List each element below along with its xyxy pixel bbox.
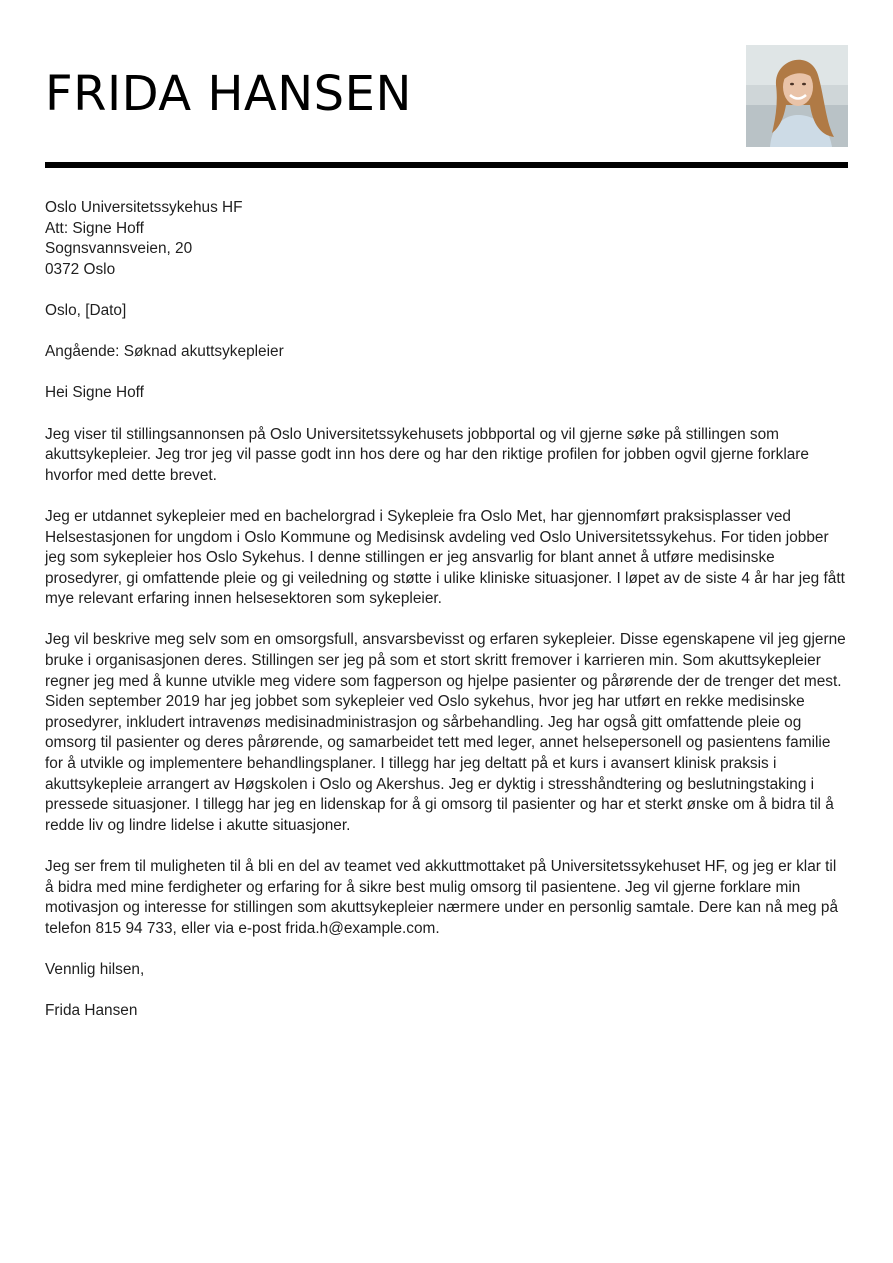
profile-photo — [746, 45, 848, 147]
header-divider — [45, 162, 848, 168]
letter-body — [45, 198, 849, 1042]
place-date: Oslo, [Dato] — [45, 301, 127, 319]
paragraph-intro: Jeg viser til stillingsannonsen på Oslo Universitetssykehusets jobbportal og vil gjerne søke på stillingen som akuttsykepleier. Jeg tror jeg vil passe godt inn hos dere og har den riktige profilen for jobben ogvil gjerne forklare hvorfor med dette brevet. — [45, 425, 809, 484]
signature: Frida Hansen — [45, 1002, 138, 1020]
paragraph-education: Jeg er utdannet sykepleier med en bachelorgrad i Sykepleie fra Oslo Met, har gjennomført praksisplasser ved Helsestasjonen for ungdom i Oslo Kommune og Medisinsk avdeling ved Oslo Universitetssykehus. For tiden jobber jeg som sykepleier hos Oslo Sykehus. I denne stillingen er jeg ansvarlig for blant annet å utføre medisinske prosedyrer, gi omfattende pleie og gi veiledning og støtte i ulike kliniske situasjoner. I løpet av de siste 4 år har jeg fått mye relevant erfaring innen helsesektoren som sykepleier. — [45, 507, 845, 608]
recipient-address — [45, 198, 849, 280]
portrait-image — [746, 45, 848, 147]
recipient-organization: Oslo Universitetssykehus HF — [45, 199, 243, 216]
subject-line: Angående: Søknad akuttsykepleier — [45, 343, 284, 361]
recipient-attention: Att: Signe Hoff — [45, 219, 144, 237]
applicant-name: FRIDA HANSEN — [45, 66, 412, 122]
recipient-postal: 0372 Oslo — [45, 260, 116, 278]
paragraph-experience: Jeg vil beskrive meg selv som en omsorgsfull, ansvarsbevisst og erfaren sykepleier. Disse egenskapene vil jeg gjerne bruke i organisasjonen deres. Stillingen ser jeg på som et stort skritt fremover i karrieren min. Som akuttsykepleier regner jeg med å kunne utvikle meg videre som fagperson og hjelpe pasienter og pårørende der de trenger det mest. Siden september 2019 har jeg jobbet som sykepleier ved Oslo sykehus, hvor jeg har utført en rekke medisinske prosedyrer, inkludert intravenøs medisinadministrasjon og sårbehandling. Jeg har også gitt omfattende pleie og omsorg til pasienter og deres pårørende, og samarbeidet tett med leger, annet helsepersonell og pasientens familie for å utvikle og implementere behandlingsplaner. I tillegg har jeg deltatt på et kurs i avansert klinisk praksis i akuttsykepleie arrangert av Høgskolen i Oslo og Akershus. Jeg er dyktig i stresshåndtering og beslutningstaking i pressede situasjoner. I tillegg har jeg en lidenskap for å gi omsorg til pasienter og har et sterkt ønske om å bidra til å redde liv og lindre lidelse i akutte situasjoner. — [45, 631, 846, 834]
recipient-street: Sognsvannsveien, 20 — [45, 240, 193, 258]
paragraph-closing: Jeg ser frem til muligheten til å bli en del av teamet ved akkuttmottaket på Universitetssykehuset HF, og jeg er klar til å bidra med mine ferdigheter og erfaring for å sikre best mulig omsorg til pasientene. Jeg vil gjerne forklare min motivasjon og interesse for stillingen som akuttsykepleier nærmere under en personlig samtale. Dere kan nå meg på telefon 815 94 733, eller via e-post frida.h@example.com. — [45, 858, 839, 937]
salutation: Hei Signe Hoff — [45, 384, 144, 402]
closing-phrase: Vennlig hilsen, — [45, 960, 145, 978]
